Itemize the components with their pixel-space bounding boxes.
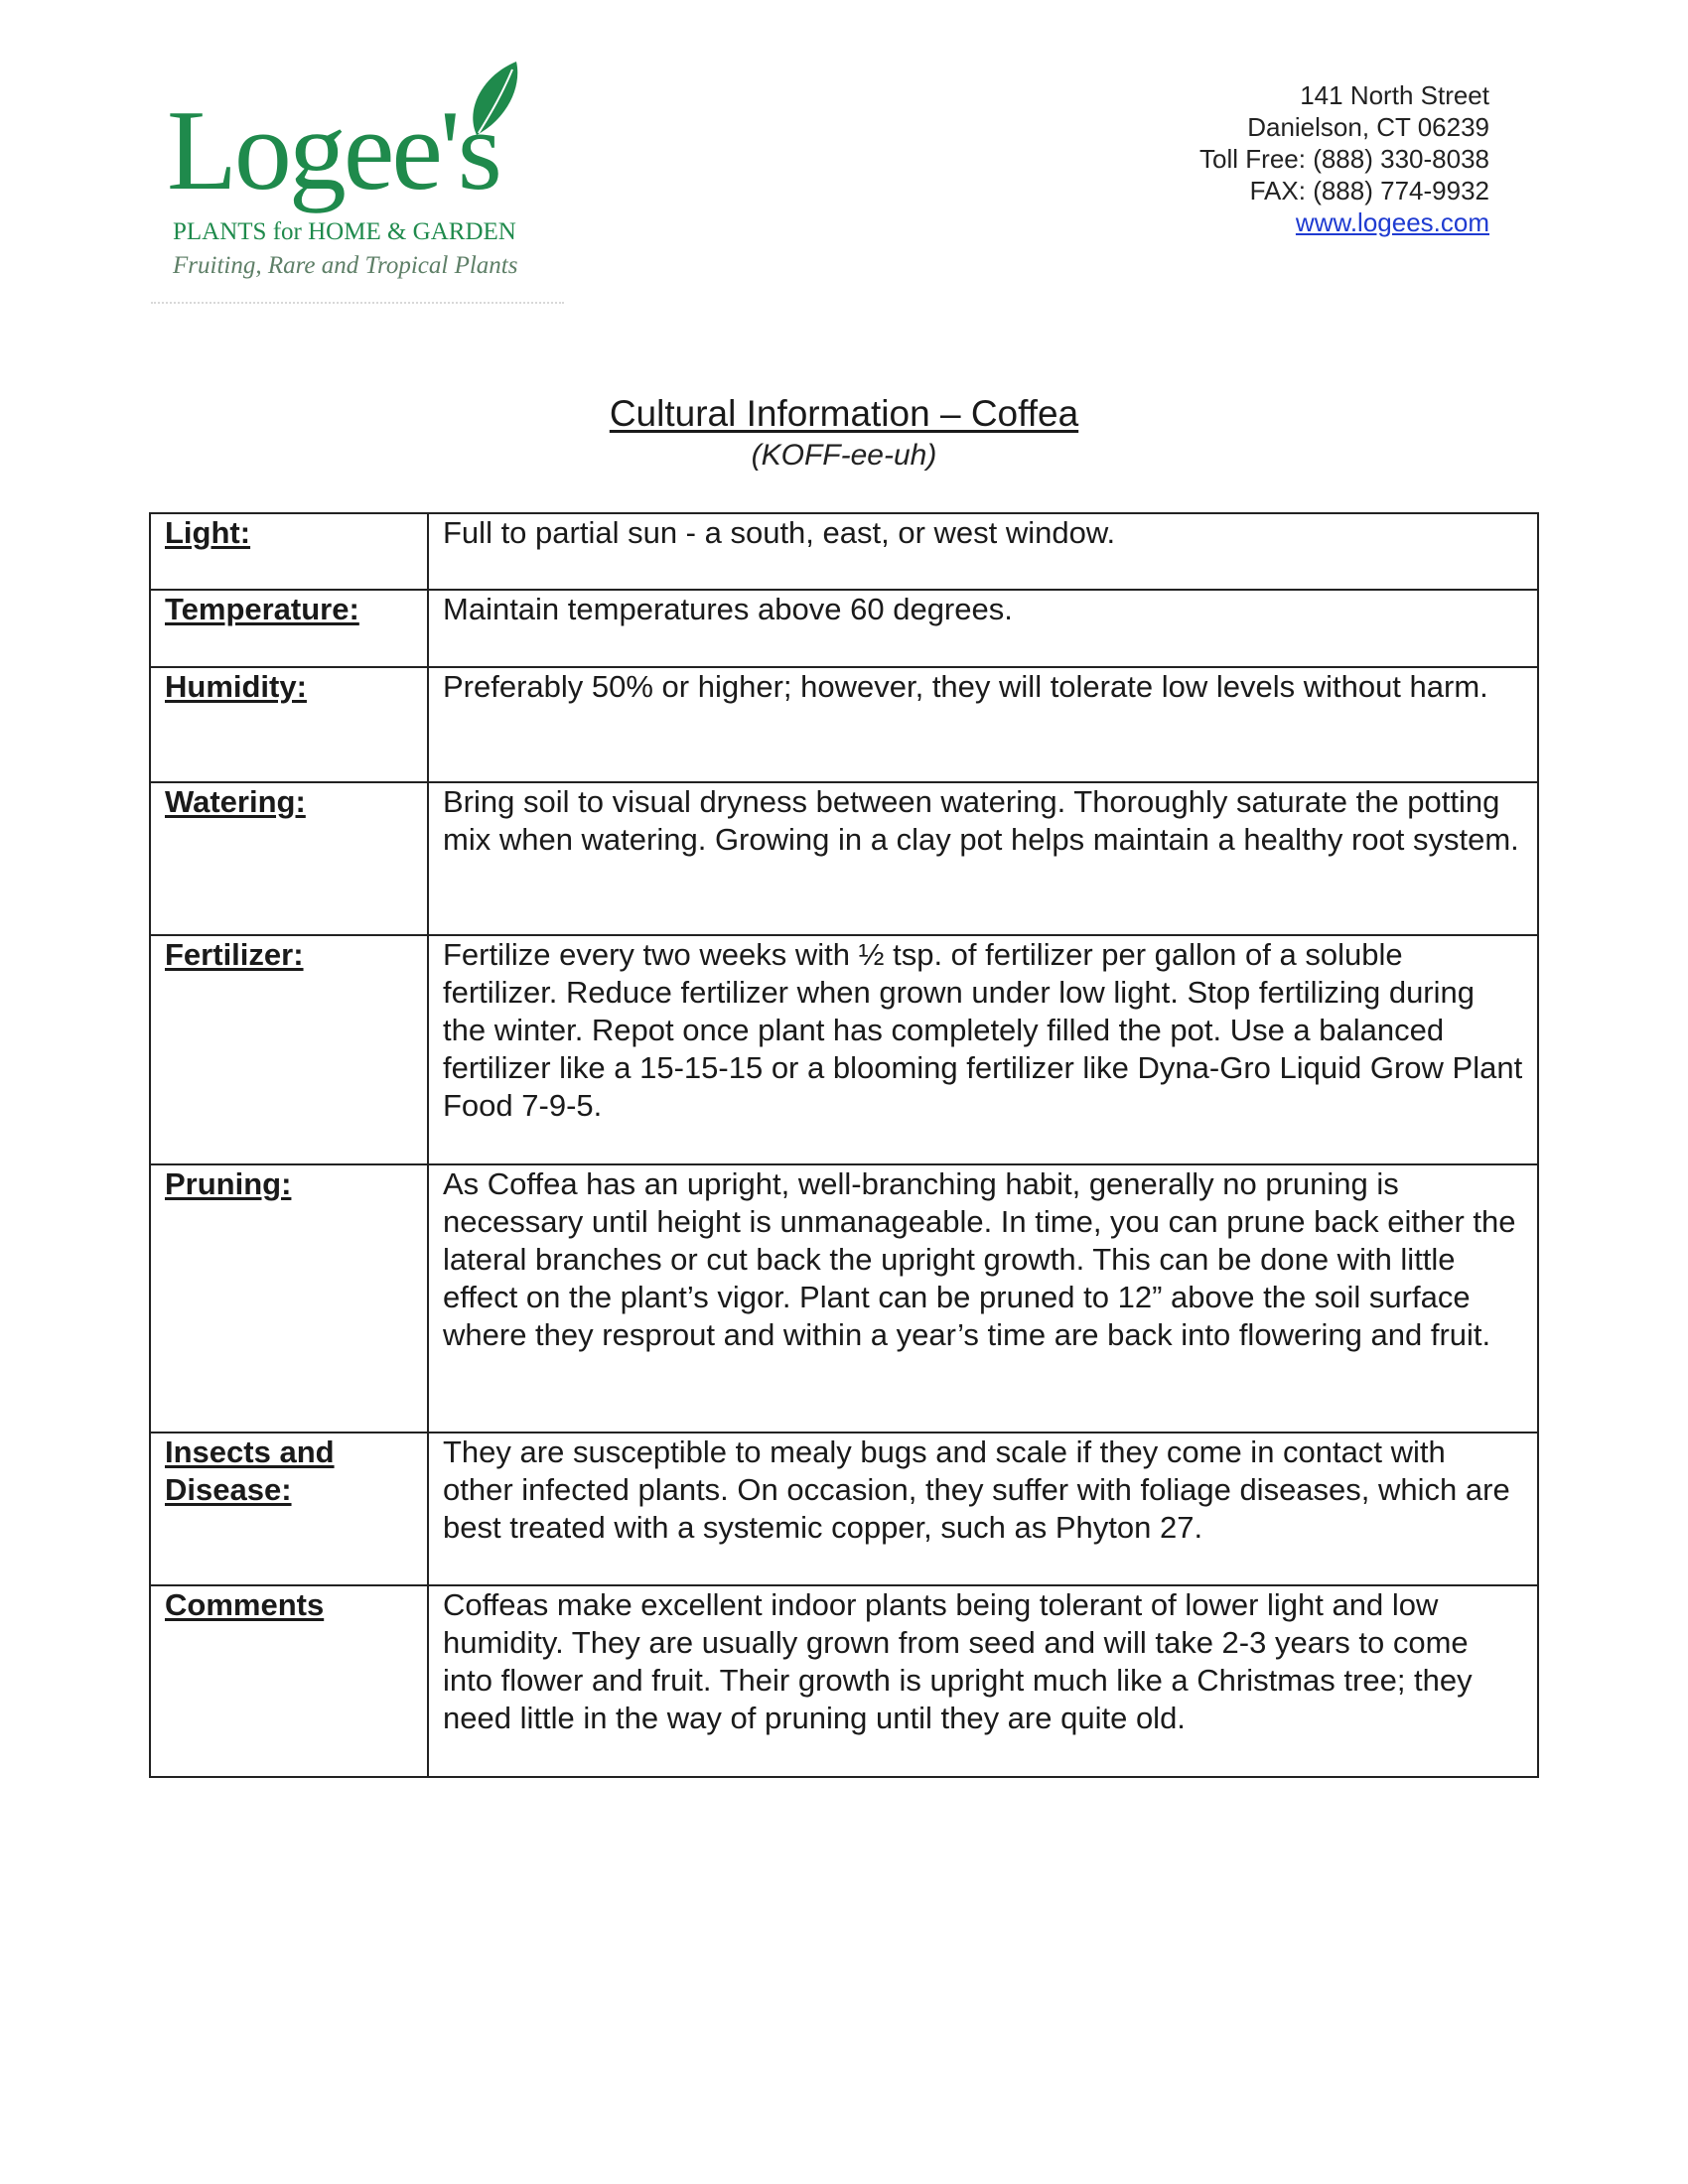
table-row — [150, 1433, 1538, 1585]
row-label-humidity: Humidity: — [150, 667, 428, 782]
logo — [149, 58, 566, 306]
street-address: 141 North Street — [1300, 80, 1489, 110]
row-label-light: Light: — [150, 513, 428, 590]
row-text-comments: Coffeas make excellent indoor plants being tolerant of lower light and low humidity. They are usually grown from seed and will take 2-3 years to come into flower and fruit. Their growth is upright much like a Christmas tree; they need little in the way of pruning until they are quite old. — [428, 1585, 1538, 1777]
table-row — [150, 513, 1538, 590]
row-text-temperature: Maintain temperatures above 60 degrees. — [428, 590, 1538, 667]
row-label-pruning: Pruning: — [150, 1164, 428, 1433]
page-title: Cultural Information – Coffea — [609, 393, 1079, 434]
toll-free-phone: Toll Free: (888) 330-8038 — [1199, 144, 1489, 174]
table-row — [150, 667, 1538, 782]
table-row — [150, 1585, 1538, 1777]
row-text-humidity: Preferably 50% or higher; however, they will tolerate low levels without harm. — [428, 667, 1538, 782]
pronunciation: (KOFF-ee-uh) — [751, 439, 937, 472]
fax-number: FAX: (888) 774-9932 — [1249, 176, 1489, 205]
contact-address — [1199, 79, 1489, 238]
row-label-temperature: Temperature: — [150, 590, 428, 667]
logo-divider — [151, 302, 564, 304]
table-row — [150, 935, 1538, 1164]
row-text-light: Full to partial sun - a south, east, or west window. — [428, 513, 1538, 590]
row-label-fertilizer: Fertilizer: — [150, 935, 428, 1164]
city-state-zip: Danielson, CT 06239 — [1247, 112, 1489, 142]
table-row — [150, 1164, 1538, 1433]
logo-wordmark: Logee's — [167, 87, 499, 214]
logo-subtagline: Fruiting, Rare and Tropical Plants — [173, 252, 518, 279]
table-row — [150, 782, 1538, 935]
table-row — [150, 590, 1538, 667]
row-label-watering: Watering: — [150, 782, 428, 935]
row-text-insects-disease: They are susceptible to mealy bugs and scale if they come in contact with other infected plants. On occasion, they suffer with foliage diseases, which are best treated with a systemic copper, such as Phyton 27. — [428, 1433, 1538, 1585]
row-text-pruning: As Coffea has an upright, well-branching habit, generally no pruning is necessary until height is unmanageable. In time, you can prune back either the lateral branches or cut back the upright growth. This can be done with little effect on the plant’s vigor. Plant can be pruned to 12” above the soil surface where they resprout and within a year’s time are back into flowering and fruit. — [428, 1164, 1538, 1433]
website-link[interactable]: www.logees.com — [1295, 207, 1489, 237]
row-label-insects-disease: Insects and Disease: — [150, 1433, 428, 1585]
row-text-fertilizer: Fertilize every two weeks with ½ tsp. of fertilizer per gallon of a soluble fertilizer. Reduce fertilizer when grown under low light. Stop fertilizing during the winter. Repot once plant has completely filled the pot. Use a balanced fertilizer like a 15-15-15 or a blooming fertilizer like Dyna-Gro Liquid Grow Plant Food 7-9-5. — [428, 935, 1538, 1164]
title-block — [0, 392, 1688, 476]
row-text-watering: Bring soil to visual dryness between watering. Thoroughly saturate the potting mix when watering. Growing in a clay pot helps maintain a healthy root system. — [428, 782, 1538, 935]
care-table — [149, 512, 1539, 1778]
logo-tagline: PLANTS for HOME & GARDEN — [173, 218, 516, 245]
row-label-comments: Comments — [150, 1585, 428, 1777]
